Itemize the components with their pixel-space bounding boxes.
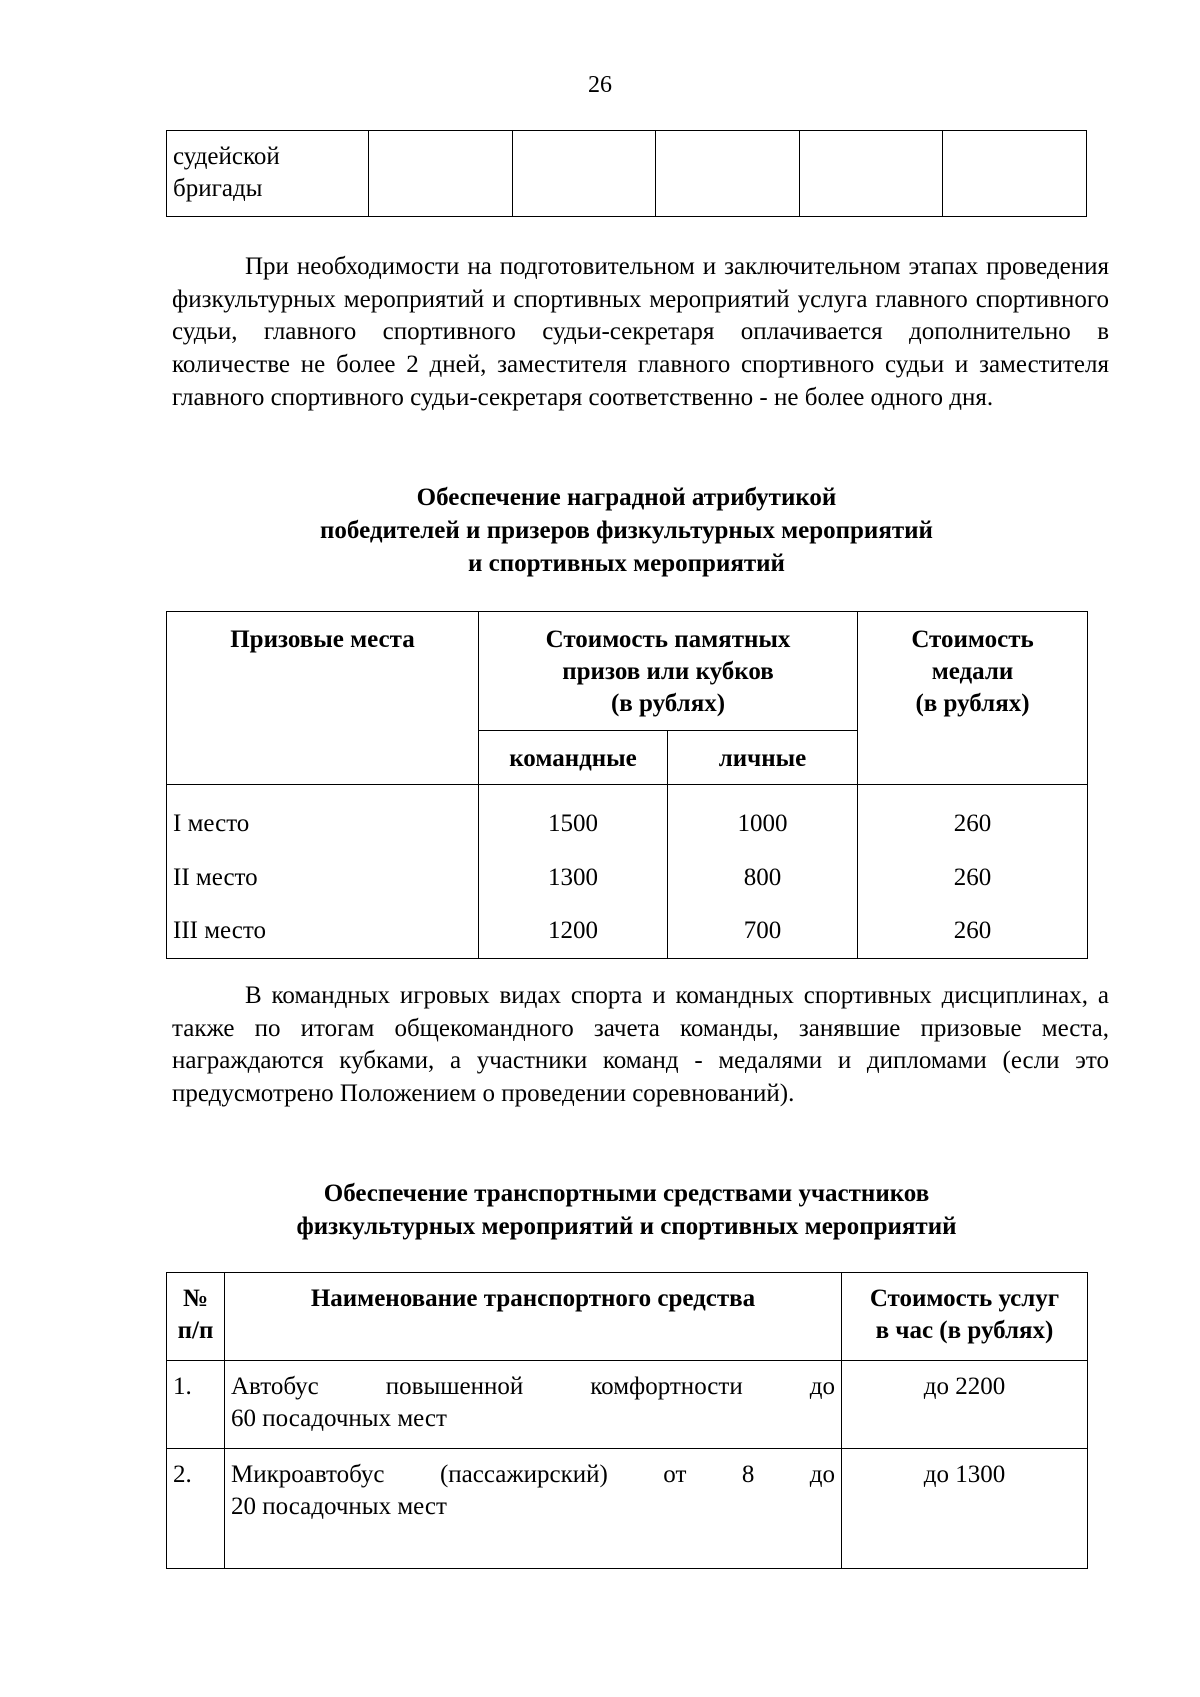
row-personal: 1000 — [737, 810, 788, 837]
name-line: 20 посадочных мест — [231, 1493, 447, 1520]
medal-column — [858, 785, 1088, 959]
row-name — [225, 1449, 842, 1569]
header-line: (в рублях) — [915, 690, 1030, 717]
row-place: I место — [173, 810, 250, 837]
header-line: (в рублях) — [610, 690, 726, 717]
team-column — [479, 785, 668, 959]
row-name — [225, 1361, 842, 1449]
header-line: медали — [931, 658, 1014, 685]
row-team: 1300 — [548, 863, 598, 891]
row-cost: до 1300 — [842, 1449, 1088, 1569]
table-cell — [512, 131, 656, 217]
row-team: 1200 — [548, 917, 598, 944]
name-line: Микроавтобус (пассажирский) от 8 до — [231, 1461, 835, 1488]
row-personal: 800 — [743, 863, 782, 891]
heading-line: победителей и призеров физкультурных мероприятий — [320, 517, 933, 544]
header-line: п/п — [177, 1317, 214, 1344]
name-line: 60 посадочных мест — [231, 1405, 447, 1432]
header-name: Наименование транспортного средства — [225, 1273, 842, 1361]
table-cell — [369, 131, 513, 217]
header-line: призов или кубков — [562, 658, 774, 685]
top-table-fragment — [166, 130, 1087, 217]
places-column — [167, 785, 479, 959]
cell-line: бригады — [173, 175, 263, 202]
header-num — [167, 1273, 225, 1361]
personal-column — [668, 785, 858, 959]
name-line: Автобус повышенной комфортности до — [231, 1373, 835, 1400]
awards-table — [166, 611, 1088, 959]
header-line: Стоимость памятных — [545, 626, 791, 653]
heading-line: физкультурных мероприятий и спортивных мероприятий — [296, 1213, 957, 1240]
heading-line: Обеспечение транспортными средствами участников — [323, 1180, 930, 1207]
table-cell — [656, 131, 800, 217]
row-medal: 260 — [953, 810, 992, 837]
row-place: II место — [173, 863, 258, 891]
paragraph: При необходимости на подготовительном и заключительном этапах проведения физкультурных мероприятий и спортивных мероприятий услуга главного спортивного судьи, главного спортивного судьи-секретаря оплачивается дополнительно в количестве не более 2 дней, заместителя главного спортивного судьи и заместителя главного спортивного судьи-секретаря соответственно - не более одного дня. — [172, 253, 1109, 411]
header-medal — [858, 612, 1088, 785]
heading-line: Обеспечение наградной атрибутикой — [416, 484, 837, 511]
cell-line: судейской — [173, 143, 280, 170]
row-medal: 260 — [953, 917, 992, 944]
transport-table — [166, 1272, 1088, 1569]
header-line: Стоимость услуг — [869, 1285, 1060, 1312]
row-team: 1500 — [548, 810, 598, 837]
section-heading — [166, 1177, 1087, 1243]
header-line: Стоимость — [911, 626, 1034, 653]
table-cell — [943, 131, 1087, 217]
header-line: № — [182, 1285, 209, 1312]
section-heading — [166, 481, 1087, 580]
table-row — [167, 1361, 1088, 1449]
row-num: 1. — [167, 1361, 225, 1449]
header-team: командные — [479, 731, 668, 785]
header-line: в час (в рублях) — [875, 1317, 1054, 1344]
header-cost — [842, 1273, 1088, 1361]
table-row — [167, 1449, 1088, 1569]
heading-line: и спортивных мероприятий — [468, 550, 785, 577]
header-places: Призовые места — [167, 612, 479, 785]
row-place: III место — [173, 917, 266, 944]
row-cost: до 2200 — [842, 1361, 1088, 1449]
header-prizes — [479, 612, 858, 731]
page-number: 26 — [588, 72, 612, 98]
row-personal: 700 — [743, 917, 782, 944]
table-cell — [167, 131, 369, 217]
paragraph: В командных игровых видах спорта и командных спортивных дисциплинах, а также по итогам общекомандного зачета команды, занявшие призовые места, награждаются кубками, а участники команд - медалями и дипломами (если это предусмотрено Положением о проведении соревнований). — [172, 982, 1109, 1108]
table-cell — [799, 131, 943, 217]
header-personal: личные — [668, 731, 858, 785]
row-medal: 260 — [953, 863, 992, 891]
row-num: 2. — [167, 1449, 225, 1569]
